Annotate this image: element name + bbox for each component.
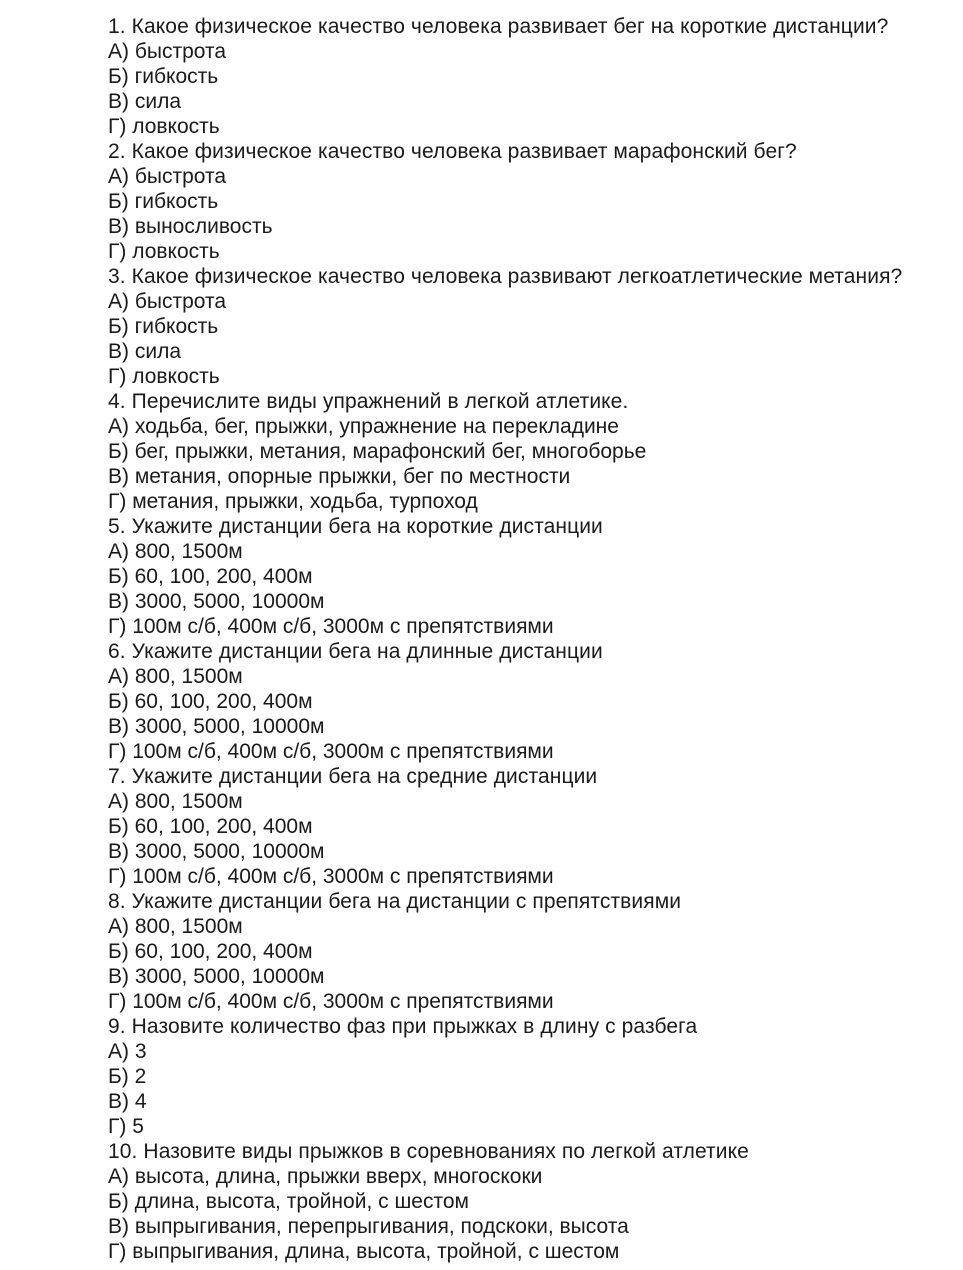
answer-option: А) быстрота — [108, 290, 227, 313]
answer-option: Г) 100м с/б, 400м с/б, 3000м с препятствиями — [108, 990, 554, 1013]
answer-option: А) быстрота — [108, 165, 227, 188]
question-text: 8. Укажите дистанции бега на дистанции с препятствиями — [108, 890, 682, 913]
answer-option: Г) ловкость — [108, 115, 220, 138]
answer-option: Б) гибкость — [108, 190, 219, 213]
answer-option: В) сила — [108, 90, 181, 113]
answer-option: Г) метания, прыжки, ходьба, турпоход — [108, 490, 478, 513]
answer-option: Б) 60, 100, 200, 400м — [108, 815, 313, 838]
answer-option: Б) 60, 100, 200, 400м — [108, 565, 313, 588]
answer-option: А) 800, 1500м — [108, 915, 243, 938]
answer-option: Г) 100м с/б, 400м с/б, 3000м с препятствиями — [108, 740, 554, 763]
answer-option: А) быстрота — [108, 40, 227, 63]
answer-option: Б) бег, прыжки, метания, марафонский бег, многоборье — [108, 440, 647, 463]
quiz-document — [108, 14, 958, 1264]
question-text: 1. Какое физическое качество человека развивает бег на короткие дистанции? — [108, 15, 889, 38]
answer-option: В) 3000, 5000, 10000м — [108, 715, 325, 738]
answer-option: В) выпрыгивания, перепрыгивания, подскоки, высота — [108, 1215, 629, 1238]
answer-option: В) сила — [108, 340, 181, 363]
answer-option: Б) гибкость — [108, 65, 219, 88]
answer-option: В) 3000, 5000, 10000м — [108, 590, 325, 613]
answer-option: А) 800, 1500м — [108, 540, 243, 563]
answer-option: Б) 60, 100, 200, 400м — [108, 690, 313, 713]
answer-option: А) 3 — [108, 1040, 147, 1063]
answer-option: В) 4 — [108, 1090, 147, 1113]
answer-option: Г) ловкость — [108, 365, 220, 388]
answer-option: Б) 2 — [108, 1065, 147, 1088]
question-text: 5. Укажите дистанции бега на короткие дистанции — [108, 515, 603, 538]
answer-option: А) 800, 1500м — [108, 790, 243, 813]
answer-option: А) 800, 1500м — [108, 665, 243, 688]
question-text: 7. Укажите дистанции бега на средние дистанции — [108, 765, 598, 788]
answer-option: Г) выпрыгивания, длина, высота, тройной, с шестом — [108, 1240, 620, 1263]
answer-option: В) выносливость — [108, 215, 273, 238]
question-text: 2. Какое физическое качество человека развивает марафонский бег? — [108, 140, 797, 163]
answer-option: А) высота, длина, прыжки вверх, многоскоки — [108, 1165, 543, 1188]
answer-option: В) метания, опорные прыжки, бег по местности — [108, 465, 571, 488]
answer-option: Г) 100м с/б, 400м с/б, 3000м с препятствиями — [108, 865, 554, 888]
answer-option: Г) ловкость — [108, 240, 220, 263]
answer-option: В) 3000, 5000, 10000м — [108, 840, 325, 863]
question-text: 6. Укажите дистанции бега на длинные дистанции — [108, 640, 603, 663]
question-text: 9. Назовите количество фаз при прыжках в длину с разбега — [108, 1015, 698, 1038]
answer-option: Б) гибкость — [108, 315, 219, 338]
question-text: 4. Перечислите виды упражнений в легкой атлетике. — [108, 390, 629, 413]
question-text: 3. Какое физическое качество человека развивают легкоатлетические метания? — [108, 265, 903, 288]
answer-option: Г) 100м с/б, 400м с/б, 3000м с препятствиями — [108, 615, 554, 638]
answer-option: Г) 5 — [108, 1115, 144, 1138]
answer-option: Б) длина, высота, тройной, с шестом — [108, 1190, 469, 1213]
question-text: 10. Назовите виды прыжков в соревнованиях по легкой атлетике — [108, 1140, 749, 1163]
answer-option: В) 3000, 5000, 10000м — [108, 965, 325, 988]
answer-option: Б) 60, 100, 200, 400м — [108, 940, 313, 963]
answer-option: А) ходьба, бег, прыжки, упражнение на перекладине — [108, 415, 619, 438]
